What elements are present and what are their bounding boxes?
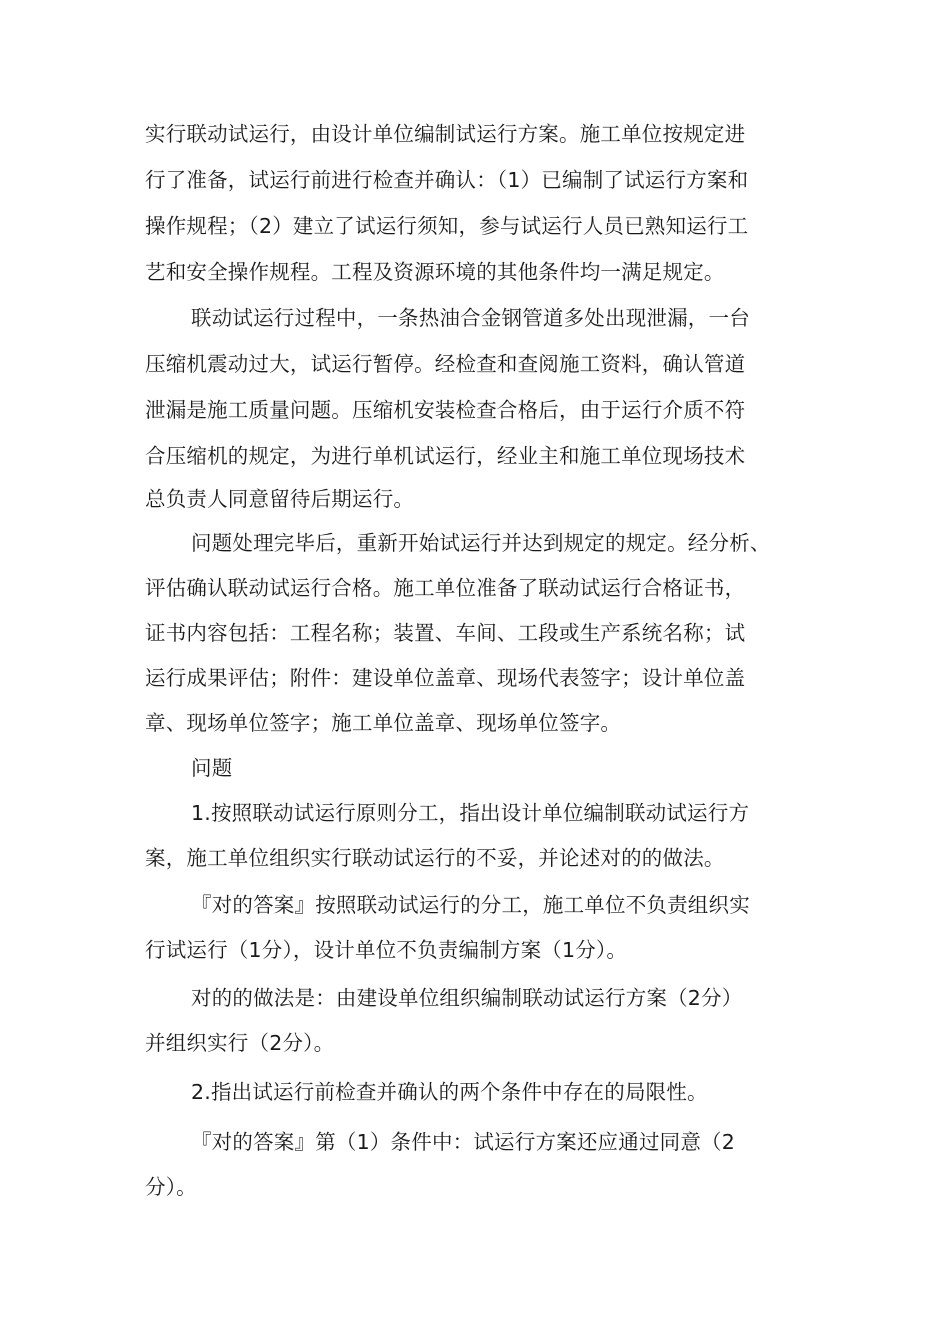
- text-line: 问题处理完毕后，重新开始试运行并达到规定的规定。经分析、: [191, 531, 771, 555]
- question-line: 案，施工单位组织实行联动试运行的不妥，并论述对的的做法。: [145, 846, 725, 870]
- text-line: 实行联动试运行，由设计单位编制试运行方案。施工单位按规定进: [145, 122, 746, 146]
- answer-line: 并组织实行（2分）。: [145, 1031, 335, 1055]
- text-line: 艺和安全操作规程。工程及资源环境的其他条件均一满足规定。: [145, 260, 725, 284]
- text-line: 操作规程；（2）建立了试运行须知，参与试运行人员已熟知运行工: [145, 214, 749, 238]
- text-line: 总负责人同意留待后期运行。: [145, 487, 415, 511]
- answer-line: 行试运行（1分），设计单位不负责编制方案（1分）。: [145, 938, 628, 962]
- answer-line: 『对的答案』第（1）条件中：试运行方案还应通过同意（2: [191, 1130, 735, 1154]
- text-line: 行了准备，试运行前进行检查并确认：（1）已编制了试运行方案和: [145, 168, 749, 192]
- answer-line: 分）。: [145, 1175, 197, 1199]
- text-line: 联动试运行过程中，一条热油合金钢管道多处出现泄漏，一台: [191, 306, 750, 330]
- answer-line: 对的的做法是：由建设单位组织编制联动试运行方案（2分）: [191, 986, 743, 1010]
- text-line: 运行成果评估；附件：建设单位盖章、现场代表签字；设计单位盖: [145, 666, 746, 690]
- section-heading: 问题: [191, 756, 233, 780]
- text-line: 证书内容包括：工程名称；装置、车间、工段或生产系统名称；试: [145, 621, 746, 645]
- text-line: 合压缩机的规定，为进行单机试运行，经业主和施工单位现场技术: [145, 444, 746, 468]
- text-line: 章、现场单位签字；施工单位盖章、现场单位签字。: [145, 711, 622, 735]
- question-line: 2.指出试运行前检查并确认的两个条件中存在的局限性。: [191, 1080, 708, 1104]
- text-line: 评估确认联动试运行合格。施工单位准备了联动试运行合格证书，: [145, 576, 746, 600]
- text-line: 压缩机震动过大，试运行暂停。经检查和查阅施工资料，确认管道: [145, 352, 746, 376]
- text-line: 泄漏是施工质量问题。压缩机安装检查合格后，由于运行介质不符: [145, 398, 746, 422]
- answer-line: 『对的答案』按照联动试运行的分工，施工单位不负责组织实: [191, 893, 750, 917]
- question-line: 1.按照联动试运行原则分工，指出设计单位编制联动试运行方: [191, 801, 750, 825]
